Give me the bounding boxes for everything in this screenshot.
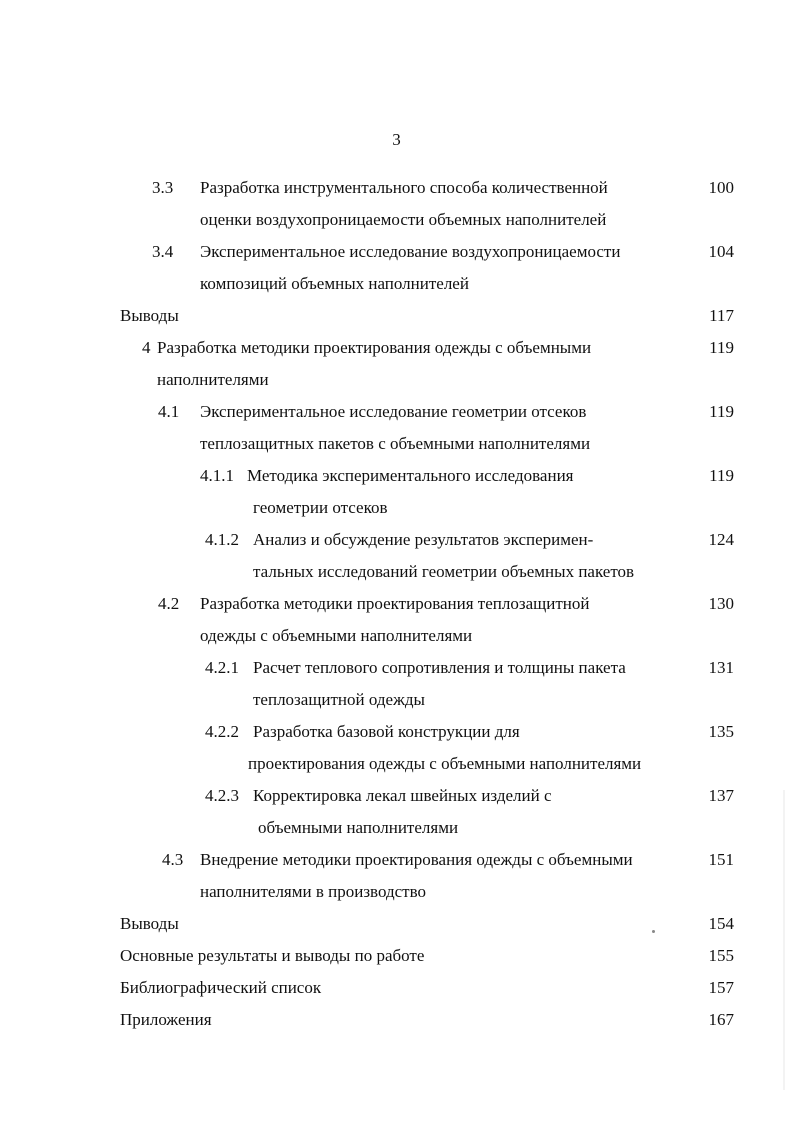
- toc-text: Приложения: [120, 1010, 212, 1029]
- toc-text: оценки воздухопроницаемости объемных наполнителей: [200, 210, 607, 229]
- toc-page: 104: [708, 242, 734, 261]
- toc-text: теплозащитной одежды: [253, 690, 425, 709]
- scan-edge-shadow: [783, 790, 785, 1090]
- toc-number: 4.1: [158, 402, 180, 421]
- toc-text: Экспериментальное исследование геометрии отсеков: [200, 402, 587, 421]
- toc-text: Основные результаты и выводы по работе: [120, 946, 425, 965]
- toc-page: 157: [708, 978, 734, 997]
- toc-text: композиций объемных наполнителей: [200, 274, 469, 293]
- toc-number: 4: [142, 338, 151, 357]
- toc-page: 167: [708, 1010, 734, 1029]
- toc-text: Экспериментальное исследование воздухопроницаемости: [200, 242, 621, 261]
- toc-page: 119: [709, 402, 734, 421]
- toc-number: 4.1.1: [200, 466, 234, 485]
- toc-number: 3.3: [152, 178, 174, 197]
- toc-text: Библиографический список: [120, 978, 322, 997]
- toc-page: 137: [708, 786, 734, 805]
- scan-speck: [652, 930, 655, 933]
- toc-page: 130: [708, 594, 734, 613]
- toc-text: наполнителями: [157, 370, 269, 389]
- toc-entry-line: [200, 178, 678, 198]
- toc-text: Корректировка лекал швейных изделий с: [253, 786, 552, 805]
- toc-text: одежды с объемными наполнителями: [200, 626, 473, 645]
- toc-number: 4.2.2: [205, 722, 239, 741]
- toc-text: геометрии отсеков: [253, 498, 388, 517]
- toc-text: Разработка методики проектирования одежды с объемными: [157, 338, 592, 357]
- toc-page: 155: [708, 946, 734, 965]
- toc-page: 119: [709, 338, 734, 357]
- toc-number: 3.4: [152, 242, 174, 261]
- toc-text: тальных исследований геометрии объемных пакетов: [253, 562, 635, 581]
- toc-text: объемными наполнителями: [258, 818, 459, 837]
- toc-text: Расчет теплового сопротивления и толщины пакета: [253, 658, 626, 677]
- toc-number: 4.2: [158, 594, 180, 613]
- toc-page: 100: [708, 178, 734, 197]
- toc-text: Методика экспериментального исследования: [247, 466, 574, 485]
- toc-text: теплозащитных пакетов с объемными наполнителями: [200, 434, 591, 453]
- toc-page: 131: [708, 658, 734, 677]
- toc-text: Анализ и обсуждение результатов эксперимен-: [253, 530, 594, 549]
- toc-number: 4.1.2: [205, 530, 239, 549]
- toc-text: проектирования одежды с объемными наполнителями: [248, 754, 642, 773]
- toc-text: Разработка инструментального способа количественной: [200, 178, 608, 197]
- toc-page: 124: [708, 530, 734, 549]
- toc-number: 4.2.1: [205, 658, 239, 677]
- toc-page: 151: [708, 850, 734, 869]
- toc-page: 135: [708, 722, 734, 741]
- toc-number: 4.2.3: [205, 786, 239, 805]
- toc-text: наполнителями в производство: [200, 882, 426, 901]
- toc-text: Разработка базовой конструкции для: [253, 722, 520, 741]
- toc-number: 4.3: [162, 850, 184, 869]
- toc-text: Выводы: [120, 914, 179, 933]
- toc-page: 119: [709, 466, 734, 485]
- toc-text: Разработка методики проектирования теплозащитной: [200, 594, 590, 613]
- toc-text: Внедрение методики проектирования одежды с объемными: [200, 850, 633, 869]
- toc-page: 154: [708, 914, 734, 933]
- toc-text: Выводы: [120, 306, 179, 325]
- toc-page: 117: [709, 306, 734, 325]
- page-number: 3: [392, 130, 401, 149]
